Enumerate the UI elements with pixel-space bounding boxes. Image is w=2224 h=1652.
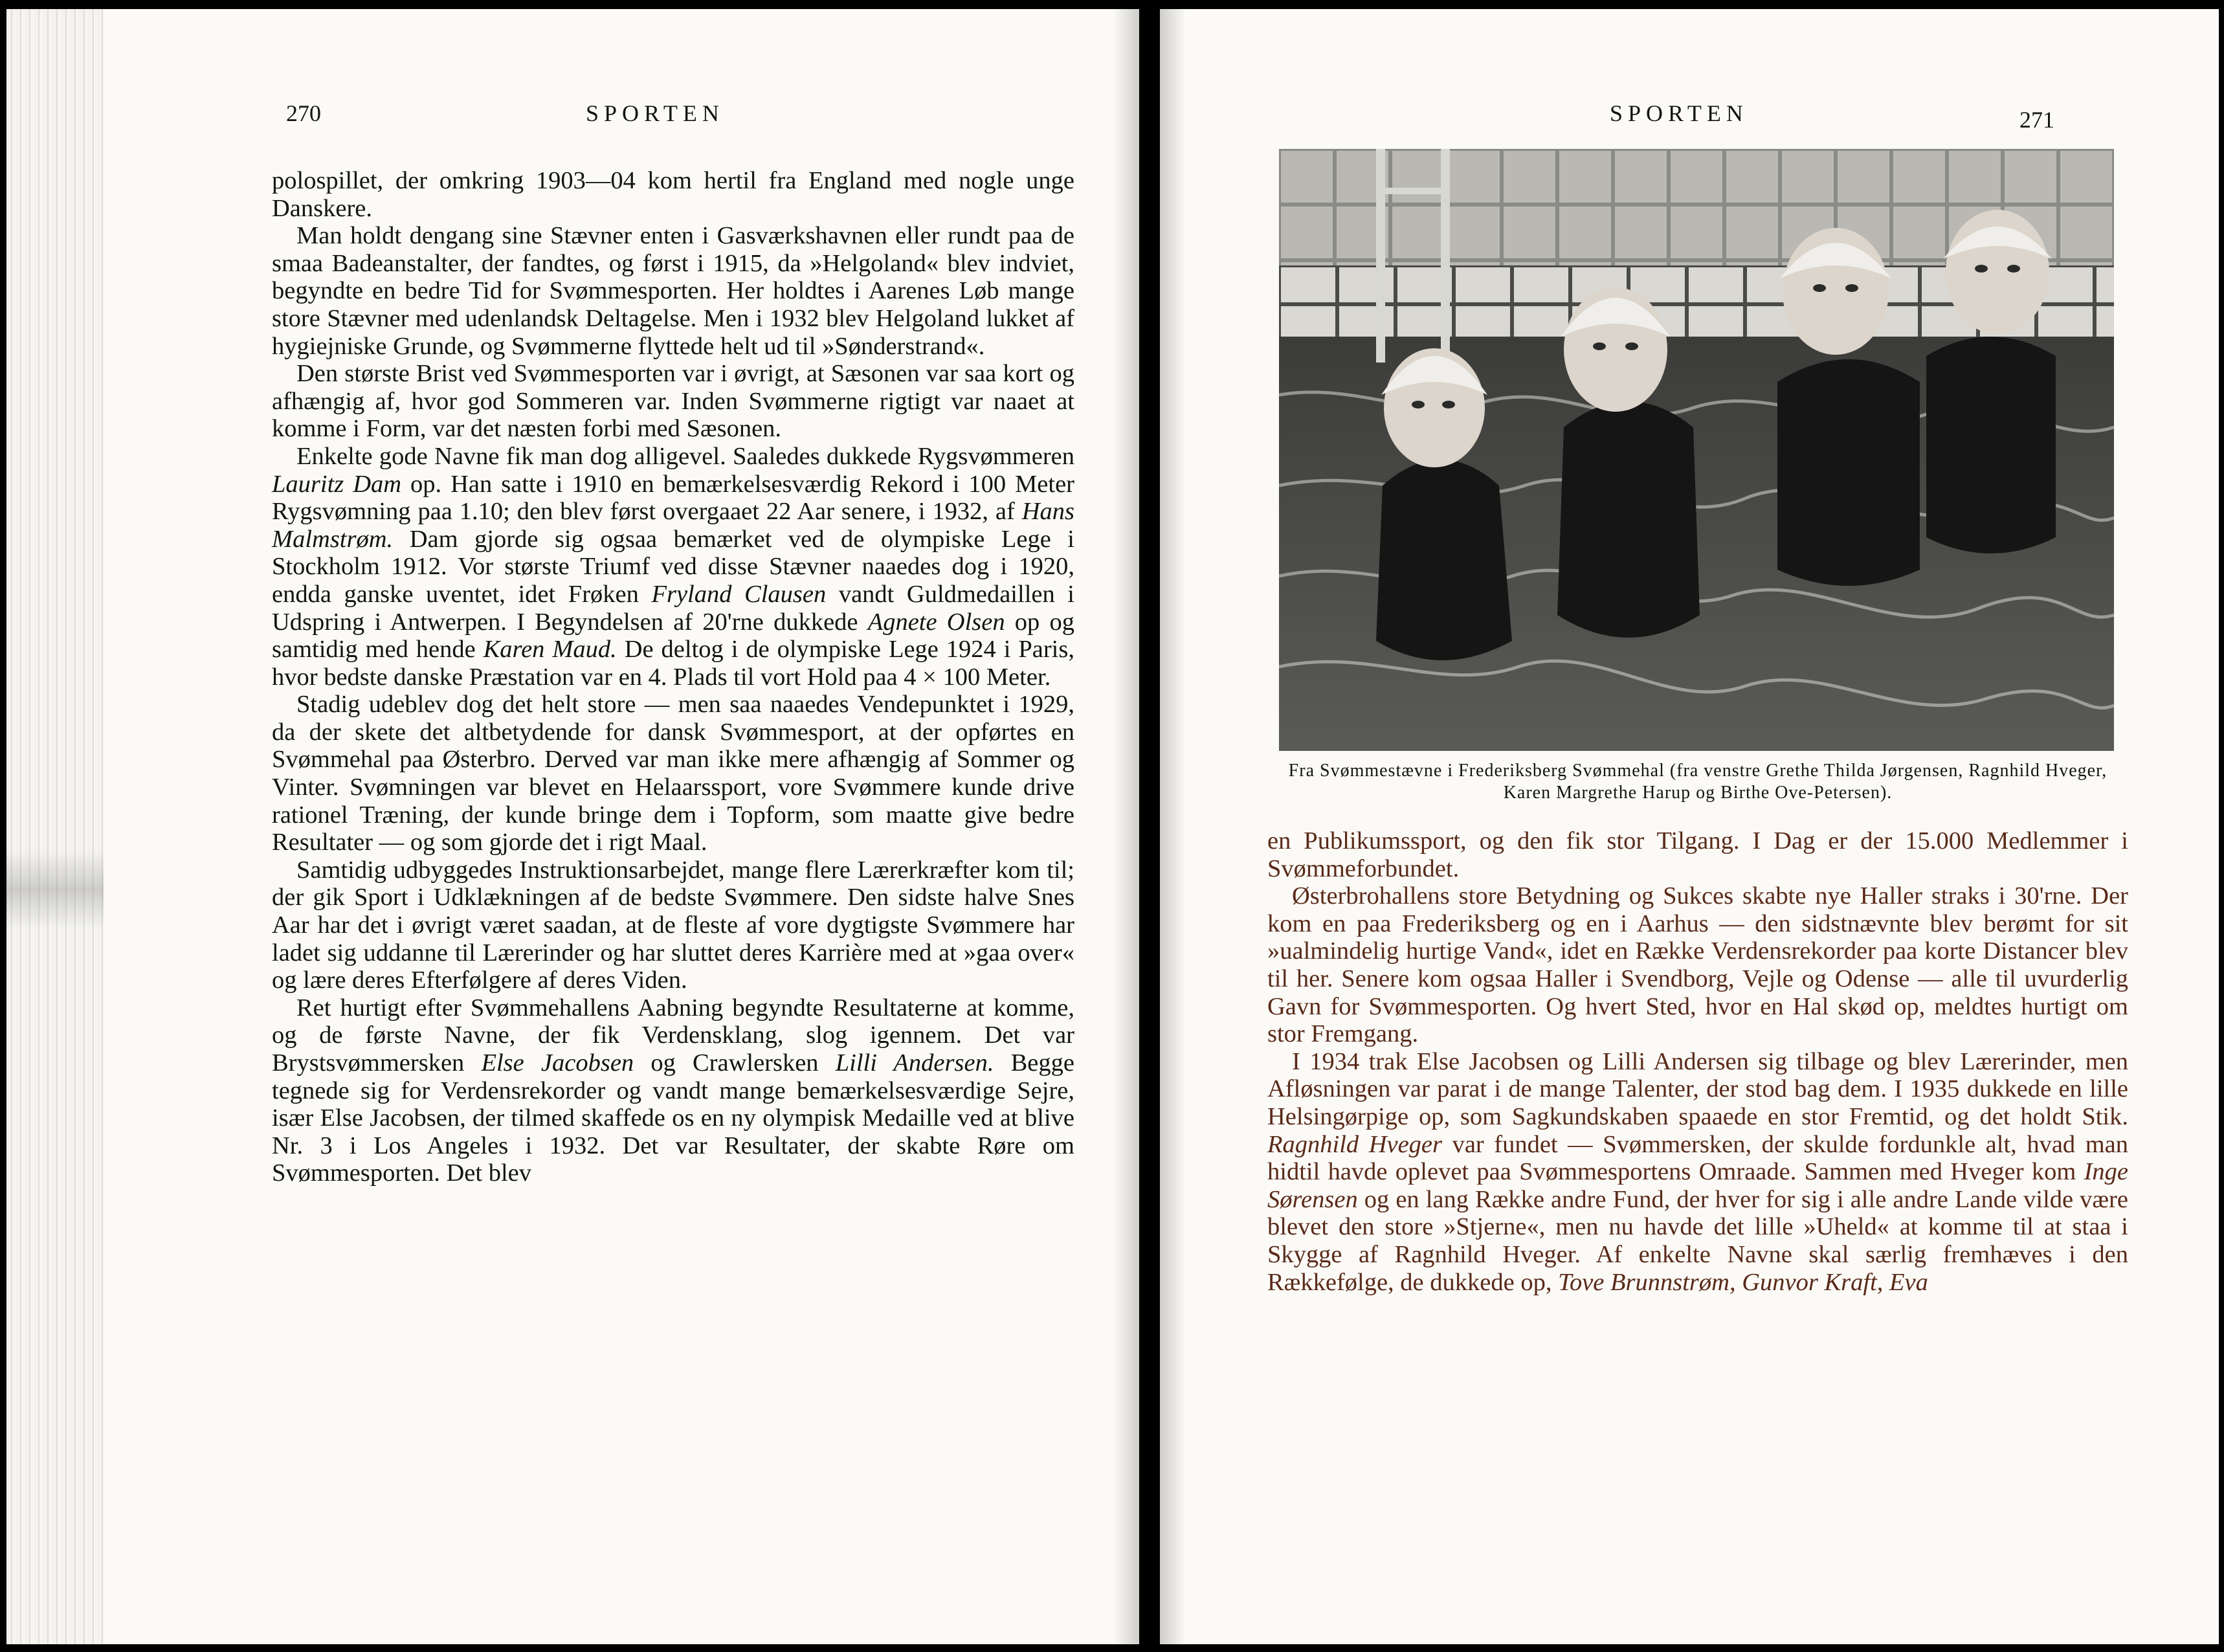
- swimmers-photograph: [1279, 149, 2114, 751]
- page-edge-stack: [6, 9, 104, 1644]
- person-name: Karen Maud.: [483, 636, 617, 664]
- paragraph: Den største Brist ved Svømmesporten var i øvrigt, at Sæsonen var saa kort og afhængig af, hvor god Sommeren var. Inden Svømmerne rigtigt var naaet at komme i Form, var det næsten forbi med Sæsonen.: [272, 360, 1074, 443]
- text-run: op og samtidig med hende: [272, 608, 1074, 664]
- text-run: Ret hurtigt efter Svømmehallens Aabning begyndte Resultaterne at komme, og de første Navne, der fik Verdensklang, slog igennem. Det var Brystsvømmersken: [272, 994, 1074, 1077]
- person-name: Agnete Olsen: [867, 608, 1005, 636]
- text-run: Enkelte gode Navne fik man dog alligevel. Saaledes dukkede Rygsvømmeren: [296, 442, 1074, 470]
- paragraph: Østerbrohallens store Betydning og Sukces skabte nye Haller straks i 30'rne. Der kom en paa Frederiksberg og en i Aarhus — den sidstnævnte blev berømt for sit »ualmindelig hurtige Vand«, idet en Række Verdensrekorder paa korte Distancer blev til her. Senere kom ogsaa Haller i Svendborg, Vejle og Odense — alle til uvurderlig Gavn for Svømmesporten. Og hvert Sted, hvor en Hal skød op, meldtes hurtigt om stor Fremgang.: [1267, 882, 2128, 1048]
- person-name: Hans Malmstrøm.: [272, 498, 1074, 553]
- paragraph: [272, 994, 1074, 1187]
- gutter-shadow: [1160, 9, 1186, 1644]
- person-name: Lauritz Dam: [272, 470, 402, 498]
- person-name: Fryland Clausen: [651, 580, 827, 608]
- left-page: [6, 9, 1139, 1644]
- person-name: Ragnhild Hveger: [1267, 1130, 1443, 1158]
- photo-illustration: [1279, 149, 2114, 751]
- paragraph: [272, 443, 1074, 691]
- paragraph: Man holdt dengang sine Stævner enten i Gasværkshavnen eller rundt paa de smaa Badeanstalter, der fandtes, og først i 1915, da »Helgoland« blev indviet, begyndte en bedre Tid for Svømmesporten. Her holdtes i Aarenes Løb mange store Stævner med udenlandsk Deltagelse. Men i 1932 blev Helgoland lukket af hygiejniske Grunde, og Svømmerne flyttede helt ud til »Sønderstrand«.: [272, 222, 1074, 360]
- paragraph: [1267, 1048, 2128, 1296]
- body-text: [1267, 827, 2128, 1296]
- running-head: SPORTEN: [586, 100, 724, 126]
- paragraph: polospillet, der omkring 1903—04 kom hertil fra England med nogle unge Danskere.: [272, 167, 1074, 222]
- text-run: og en lang Række andre Fund, der hver for sig i alle andre Lande vilde være blevet den store »Stjerne«, men nu havde det lille »Uheld« at komme til at staa i Skygge af Ragnhild Hveger. Af enkelte Navne skal særlig fremhæves i den Rækkefølge, de dukkede op,: [1267, 1185, 2128, 1296]
- text-run: op. Han satte i 1910 en bemærkelsesværdig Rekord i 100 Meter Rygsvømning paa 1.10; den blev først overgaaet 22 Aar senere, i 1932, af: [272, 470, 1074, 526]
- gutter-shadow: [1113, 9, 1139, 1644]
- text-run: og Crawlersken: [634, 1049, 836, 1077]
- person-name: Lilli Andersen.: [835, 1049, 994, 1077]
- text-run: var fundet — Svømmersken, der skulde fordunkle alt, hvad man hidtil havde oplevet paa Svømmesportens Omraade. Sammen med Hveger kom: [1267, 1130, 2128, 1186]
- text-run: I 1934 trak Else Jacobsen og Lilli Andersen sig tilbage og blev Lærerinder, men Afløsningen var parat i de mange Talenter, der stod bag dem. I 1935 dukkede en lille Helsingørpige op, som Sagkundskaben spaaede en stor Fremtid, og det holdt Stik.: [1267, 1047, 2128, 1130]
- photo-caption: Fra Svømmestævne i Frederiksberg Svømmehal (fra venstre Grethe Thilda Jørgensen, Ragnhild Hveger, Karen Margrethe Harup og Birthe Ove-Petersen).: [1288, 761, 2107, 803]
- text-run: De deltog i de olympiske Lege 1924 i Paris, hvor bedste danske Præstation var en 4. Plads til vort Hold paa 4 × 100 Meter.: [272, 636, 1074, 691]
- body-text: [272, 167, 1074, 1187]
- paragraph: Samtidig udbyggedes Instruktionsarbejdet, mange flere Lærerkræfter kom til; der gik Sport i Udklækningen af de bedste Svømmere. Den sidste halve Snes Aar har det i øvrigt været saadan, at de fleste af vore dygtigste Svømmere har ladet sig uddanne til Lærerinder og har sluttet deres Karrière med at »gaa over« og lære deres Efterfølgere af deres Viden.: [272, 856, 1074, 994]
- page-number: 271: [2019, 107, 2054, 133]
- text-run: Begge tegnede sig for Verdensrekorder og vandt mange bemærkelsesværdige Sejre, især Else Jacobsen, der tilmed skaffede os en ny olympisk Medaille ved at blive Nr. 3 i Los Angeles i 1932. Det var Resultater, der skabte Røre om Svømmesporten. Det blev: [272, 1049, 1074, 1187]
- paragraph: en Publikumssport, og den fik stor Tilgang. I Dag er der 15.000 Medlemmer i Svømmeforbundet.: [1267, 827, 2128, 882]
- person-name: Else Jacobsen: [481, 1049, 634, 1077]
- right-page: [1160, 9, 2219, 1644]
- person-name: Tove Brunnstrøm, Gunvor Kraft, Eva: [1558, 1268, 1928, 1296]
- running-head: SPORTEN: [1610, 100, 1748, 126]
- paragraph: Stadig udeblev dog det helt store — men saa naaedes Vendepunktet i 1929, da der skete det altbetydende for dansk Svømmesport, at der opførtes en Svømmehal paa Østerbro. Derved var man ikke mere afhængig af Sommer og Vinter. Svømningen var blevet en Helaarssport, vore Svømmere kunde drive rationel Træning, der kunde bringe dem i Topform, som maatte give bedre Resultater — og som gjorde det i rigt Maal.: [272, 691, 1074, 856]
- text-run: Dam gjorde sig ogsaa bemærket ved de olympiske Lege i Stockholm 1912. Vor største Triumf ved disse Stævner naaedes dog i 1920, endda ganske uventet, idet Frøken: [272, 525, 1074, 608]
- text-run: vandt Guldmedaillen i Udspring i Antwerpen. I Begyndelsen af 20'rne dukkede: [272, 580, 1074, 636]
- page-number: 270: [286, 100, 321, 126]
- person-name: Inge Sørensen: [1267, 1158, 2128, 1213]
